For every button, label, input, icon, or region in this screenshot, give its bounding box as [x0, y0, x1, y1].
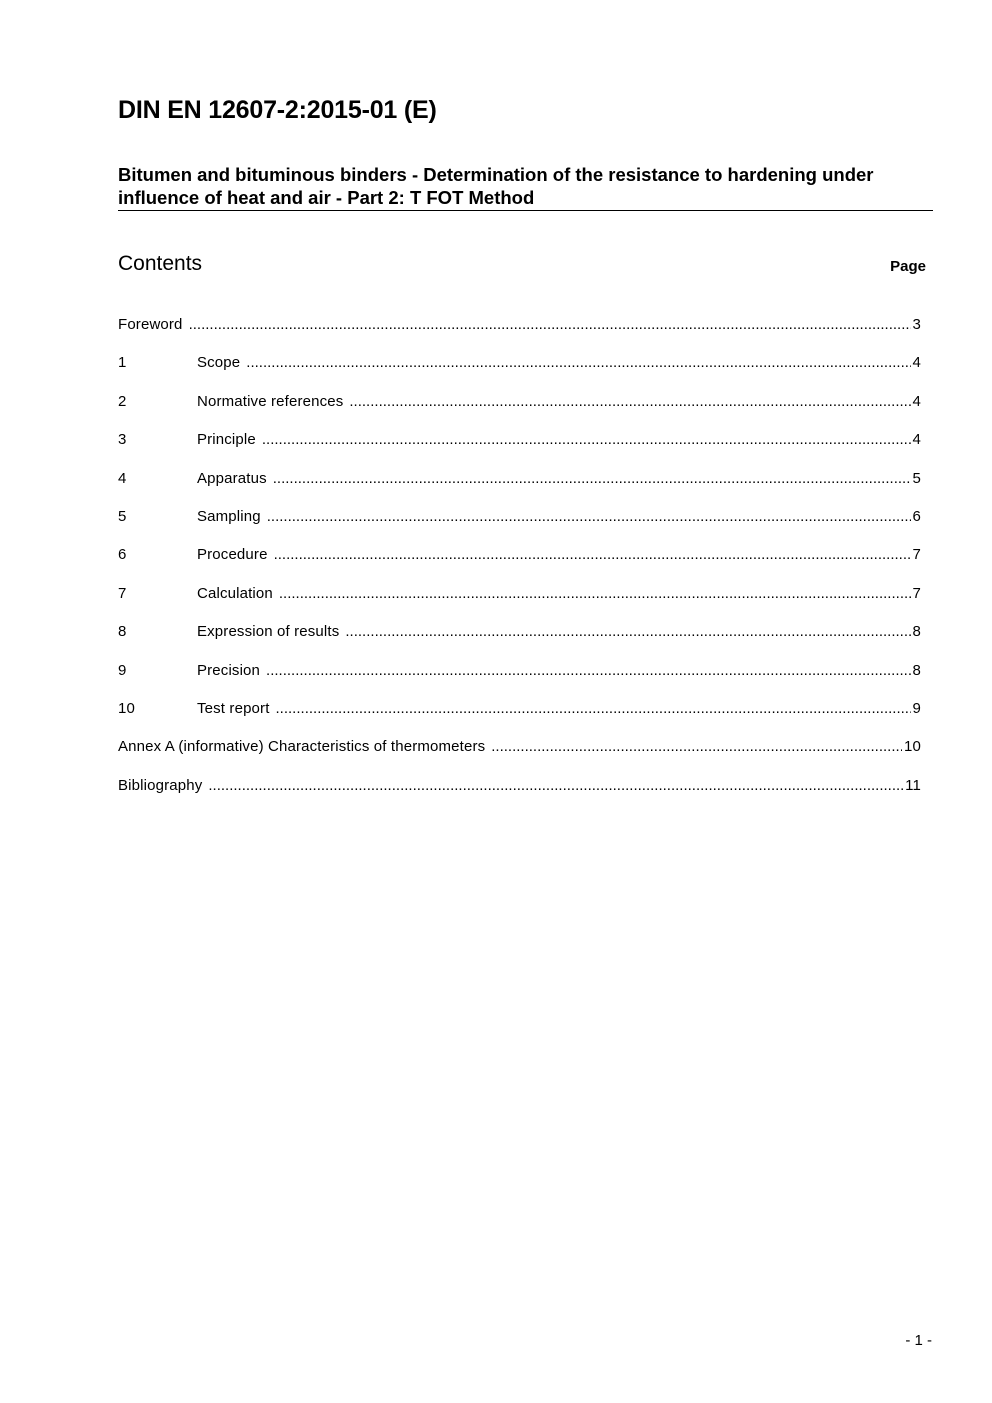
toc-entry-calculation[interactable] [118, 584, 921, 622]
toc-entry-page: 4 [912, 354, 921, 372]
toc-entry-expression-of-results[interactable] [118, 622, 921, 660]
contents-heading: Contents [118, 252, 203, 275]
toc-entry-precision[interactable] [118, 661, 921, 699]
toc-entry-test-report[interactable] [118, 699, 921, 737]
toc-entry-title: Test report [197, 699, 270, 717]
toc-entry-principle[interactable] [118, 430, 921, 468]
toc-entry-title: Calculation [197, 584, 273, 602]
toc-entry-procedure[interactable] [118, 545, 921, 583]
toc-entry-page: 7 [912, 546, 921, 564]
toc-dot-leader [208, 776, 903, 796]
toc-entry-page: 6 [912, 507, 921, 525]
toc-dot-leader [345, 622, 910, 642]
toc-entry-title: Scope [197, 354, 241, 372]
toc-entry-title: Foreword [118, 316, 183, 333]
page-number: - 1 - [905, 1332, 932, 1349]
toc-entry-title: Principle [197, 431, 256, 449]
toc-entry-title: Expression of results [197, 623, 340, 641]
toc-entry-page: 4 [912, 431, 921, 449]
toc-entry-sampling[interactable] [118, 507, 921, 545]
toc-entry-page: 8 [912, 623, 921, 641]
toc-dot-leader [273, 469, 911, 489]
toc-entry-page: 7 [912, 584, 921, 602]
toc-dot-leader [274, 545, 911, 565]
toc-entry-scope[interactable] [118, 353, 921, 391]
toc-entry-page: 4 [912, 392, 921, 410]
toc-dot-leader [189, 315, 911, 335]
toc-entry-normative-references[interactable] [118, 392, 921, 430]
toc-entry-number: 6 [118, 546, 127, 564]
toc-dot-leader [246, 353, 910, 373]
toc-entry-title: Annex A (informative) Characteristics of thermometers [118, 738, 486, 756]
toc-dot-leader [491, 737, 902, 757]
toc-entry-title: Procedure [197, 546, 268, 564]
table-of-contents [118, 315, 921, 814]
document-subtitle: Bitumen and bituminous binders - Determination of the resistance to hardening under influence of heat and air - Part 2: T FOT Method [118, 163, 933, 211]
toc-dot-leader [262, 430, 911, 450]
toc-dot-leader [267, 507, 911, 527]
toc-entry-number: 7 [118, 584, 127, 602]
toc-entry-number: 10 [118, 699, 135, 717]
toc-entry-page: 3 [912, 316, 921, 333]
toc-entry-number: 9 [118, 661, 127, 679]
toc-entry-page: 9 [912, 699, 921, 717]
toc-entry-apparatus[interactable] [118, 469, 921, 507]
toc-entry-number: 2 [118, 392, 127, 410]
toc-entry-title: Normative references [197, 392, 344, 410]
toc-dot-leader [276, 699, 911, 719]
toc-dot-leader [279, 584, 911, 604]
toc-entry-number: 4 [118, 469, 127, 487]
toc-dot-leader [349, 392, 910, 412]
toc-entry-title: Apparatus [197, 469, 267, 487]
toc-entry-page: 11 [905, 776, 921, 794]
toc-entry-page: 5 [912, 469, 921, 487]
toc-entry-annex-a[interactable] [118, 737, 921, 775]
toc-entry-title: Precision [197, 661, 261, 679]
toc-entry-number: 5 [118, 507, 127, 525]
toc-entry-bibliography[interactable] [118, 776, 921, 814]
toc-entry-title: Bibliography [118, 776, 203, 794]
toc-entry-page: 8 [912, 661, 921, 679]
toc-entry-foreword[interactable] [118, 315, 921, 353]
toc-entry-number: 8 [118, 623, 127, 641]
toc-dot-leader [266, 661, 910, 681]
toc-entry-page: 10 [904, 738, 921, 756]
toc-entry-number: 3 [118, 431, 127, 449]
page-column-label: Page [890, 258, 926, 275]
document-title: DIN EN 12607-2:2015-01 (E) [118, 96, 437, 124]
toc-entry-number: 1 [118, 354, 127, 372]
toc-entry-title: Sampling [197, 507, 261, 525]
